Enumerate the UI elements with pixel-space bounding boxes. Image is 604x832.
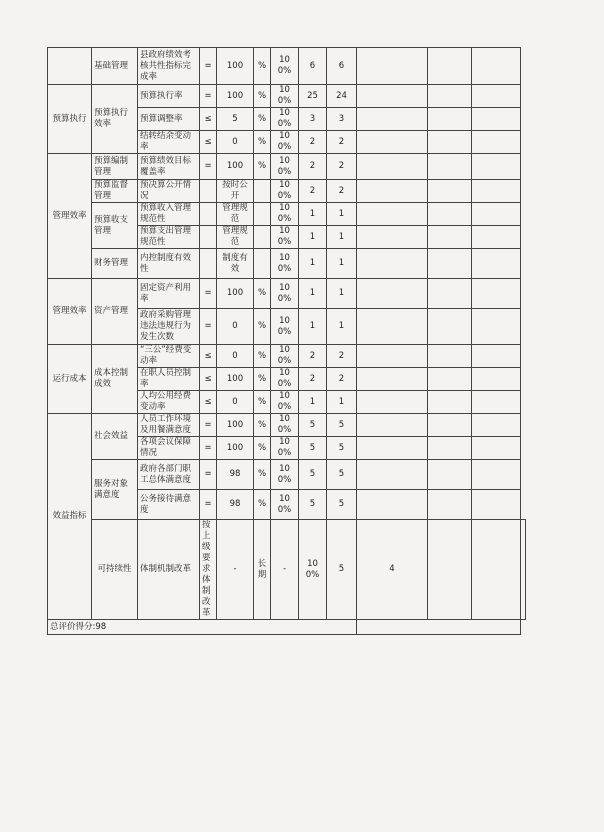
score-cell: 1	[327, 309, 357, 345]
table-row	[48, 460, 526, 490]
indicator-cell: “三公”经费变动率	[138, 345, 200, 368]
weight-cell: 5	[327, 520, 357, 620]
unit-cell: %	[254, 108, 271, 131]
note-cell	[428, 490, 472, 520]
note-cell	[357, 108, 428, 131]
target-value-cell: 0	[217, 345, 254, 368]
indicator-cell: 在职人员控制率	[138, 368, 200, 391]
indicator-cell: 政府各部门职工总体满意度	[138, 460, 200, 490]
level2-indicator-cell: 服务对象满意度	[92, 460, 138, 520]
table-row	[48, 520, 526, 620]
score-cell: 5	[327, 437, 357, 460]
note-cell	[472, 520, 521, 620]
note-cell	[472, 108, 521, 131]
score-cell: 1	[327, 203, 357, 226]
note-cell	[428, 154, 472, 180]
actual-value-cell: 100%	[271, 226, 299, 249]
weight-cell: 1	[299, 391, 327, 414]
level1-indicator-cell: 运行成本	[48, 345, 92, 414]
note-cell	[472, 279, 521, 309]
score-cell: 1	[327, 279, 357, 309]
target-value-cell: 98	[217, 460, 254, 490]
note-cell	[357, 345, 428, 368]
level1-indicator-cell: 可持续性	[92, 520, 138, 620]
table-row	[48, 154, 526, 180]
operator-cell: ≤	[200, 345, 217, 368]
actual-value-cell: 100%	[271, 460, 299, 490]
note-cell	[428, 391, 472, 414]
target-value-cell: 5	[217, 108, 254, 131]
note-cell	[428, 48, 472, 85]
score-cell: 24	[327, 85, 357, 108]
actual-value-cell: 100%	[271, 154, 299, 180]
indicator-cell: 各项会议保障情况	[138, 437, 200, 460]
level2-indicator-cell: 预算监督管理	[92, 180, 138, 203]
operator-cell: =	[200, 279, 217, 309]
note-cell	[472, 368, 521, 391]
note-cell	[357, 414, 428, 437]
operator-cell: =	[200, 490, 217, 520]
target-value-cell: 100	[217, 279, 254, 309]
indicator-cell: 人员工作环境及用餐满意度	[138, 414, 200, 437]
unit-cell: %	[254, 460, 271, 490]
score-cell: 5	[327, 460, 357, 490]
note-cell	[357, 180, 428, 203]
score-cell: 2	[327, 131, 357, 154]
unit-cell	[254, 180, 271, 203]
unit-cell: %	[254, 414, 271, 437]
note-cell	[472, 414, 521, 437]
table-row	[48, 414, 526, 437]
weight-cell: 2	[299, 368, 327, 391]
target-value-cell: 100	[217, 154, 254, 180]
level1-indicator-cell: 管理效率	[48, 154, 92, 279]
note-cell	[428, 249, 472, 279]
operator-cell: =	[200, 85, 217, 108]
indicator-cell: 预算执行率	[138, 85, 200, 108]
actual-value-cell: 100%	[271, 345, 299, 368]
weight-cell: 2	[299, 180, 327, 203]
note-cell	[472, 48, 521, 85]
score-cell: 1	[327, 226, 357, 249]
score-cell: 3	[327, 108, 357, 131]
indicator-cell: 县政府绩效考核共性指标完成率	[138, 48, 200, 85]
operator-cell	[200, 249, 217, 279]
score-cell: 1	[327, 249, 357, 279]
note-cell	[357, 131, 428, 154]
actual-value-cell: 100%	[271, 309, 299, 345]
indicator-cell: 预算收入管理规范性	[138, 203, 200, 226]
note-cell	[357, 490, 428, 520]
target-value-cell: 长期	[254, 520, 271, 620]
unit-cell: %	[254, 391, 271, 414]
unit-cell: %	[254, 490, 271, 520]
score-cell: 6	[327, 48, 357, 85]
actual-value-cell: 100%	[271, 203, 299, 226]
total-score-label: 总评价得分:98	[48, 620, 357, 635]
actual-value-cell: 100%	[299, 520, 327, 620]
actual-value-cell: 100%	[271, 368, 299, 391]
target-value-cell: 100	[217, 85, 254, 108]
note-cell	[357, 48, 428, 85]
indicator-cell: 结转结余变动率	[138, 131, 200, 154]
table-row	[48, 249, 526, 279]
note-cell	[472, 226, 521, 249]
note-cell	[357, 437, 428, 460]
unit-cell: -	[271, 520, 299, 620]
note-cell	[472, 437, 521, 460]
target-value-cell: 管理规范	[217, 203, 254, 226]
weight-cell: 5	[299, 437, 327, 460]
indicator-cell: 固定资产利用率	[138, 279, 200, 309]
level2-indicator-cell: 资产管理	[92, 279, 138, 345]
actual-value-cell: 100%	[271, 414, 299, 437]
level1-indicator-cell	[48, 48, 92, 85]
unit-cell	[254, 226, 271, 249]
target-value-cell: 98	[217, 490, 254, 520]
table-row	[48, 48, 526, 85]
note-cell	[357, 391, 428, 414]
note-cell	[357, 368, 428, 391]
target-value-cell: 0	[217, 391, 254, 414]
operator-cell	[200, 226, 217, 249]
weight-cell: 1	[299, 279, 327, 309]
indicator-cell: 人均公用经费变动率	[138, 391, 200, 414]
note-cell	[428, 131, 472, 154]
note-cell	[428, 279, 472, 309]
operator-cell: =	[200, 437, 217, 460]
weight-cell: 2	[299, 345, 327, 368]
unit-cell: %	[254, 368, 271, 391]
note-cell	[357, 226, 428, 249]
note-cell	[357, 279, 428, 309]
note-cell	[357, 460, 428, 490]
unit-cell: %	[254, 154, 271, 180]
note-cell	[428, 226, 472, 249]
unit-cell: %	[254, 131, 271, 154]
note-cell	[472, 249, 521, 279]
table-row	[48, 85, 526, 108]
unit-cell: %	[254, 48, 271, 85]
weight-cell: 5	[299, 460, 327, 490]
level2-indicator-cell: 基础管理	[92, 48, 138, 85]
note-cell	[472, 391, 521, 414]
level2-indicator-cell: 社会效益	[92, 414, 138, 460]
weight-cell: 5	[299, 414, 327, 437]
operator-cell	[200, 203, 217, 226]
operator-cell: =	[200, 309, 217, 345]
note-cell	[472, 180, 521, 203]
operator-cell: ≤	[200, 368, 217, 391]
target-value-cell: 100	[217, 437, 254, 460]
note-cell	[428, 85, 472, 108]
actual-value-cell: 100%	[271, 108, 299, 131]
actual-value-cell: 100%	[271, 131, 299, 154]
note-cell	[357, 249, 428, 279]
note-cell	[428, 460, 472, 490]
note-cell	[472, 85, 521, 108]
operator-cell: ≤	[200, 108, 217, 131]
note-cell	[472, 203, 521, 226]
score-cell: 2	[327, 368, 357, 391]
note-cell	[472, 154, 521, 180]
note-cell	[472, 460, 521, 490]
unit-cell: %	[254, 279, 271, 309]
weight-cell: 1	[299, 309, 327, 345]
actual-value-cell: 100%	[271, 249, 299, 279]
level1-indicator-cell: 管理效率	[48, 279, 92, 345]
weight-cell: 2	[299, 131, 327, 154]
unit-cell: %	[254, 437, 271, 460]
note-cell	[428, 180, 472, 203]
target-value-cell: 0	[217, 309, 254, 345]
score-cell: 2	[327, 154, 357, 180]
level2-indicator-cell: 预算收支管理	[92, 203, 138, 249]
unit-cell: %	[254, 345, 271, 368]
table-row	[48, 345, 526, 368]
weight-cell: 1	[299, 203, 327, 226]
operator-cell: =	[200, 460, 217, 490]
target-value-cell: 按时公开	[217, 180, 254, 203]
target-value-cell: 100	[217, 48, 254, 85]
indicator-cell: 内控制度有效性	[138, 249, 200, 279]
note-cell	[521, 520, 526, 620]
level1-indicator-cell: 预算执行	[48, 85, 92, 154]
total-score-note	[357, 620, 521, 635]
weight-cell: 1	[299, 249, 327, 279]
unit-cell: %	[254, 309, 271, 345]
unit-cell: %	[254, 85, 271, 108]
target-value-cell: 制度有效	[217, 249, 254, 279]
weight-cell: 5	[299, 490, 327, 520]
unit-cell	[254, 249, 271, 279]
note-cell	[472, 345, 521, 368]
level2-indicator-cell: 体制机制改革	[138, 520, 200, 620]
target-value-cell: 0	[217, 131, 254, 154]
note-cell	[472, 131, 521, 154]
operator-cell: ≤	[200, 131, 217, 154]
operator-cell: =	[200, 48, 217, 85]
table-row	[48, 203, 526, 226]
actual-value-cell: 100%	[271, 391, 299, 414]
indicator-cell: 政府采购管理违法违规行为发生次数	[138, 309, 200, 345]
weight-cell: 2	[299, 154, 327, 180]
note-cell	[428, 203, 472, 226]
note-cell	[472, 309, 521, 345]
weight-cell: 25	[299, 85, 327, 108]
level2-indicator-cell: 成本控制成效	[92, 345, 138, 414]
total-score-row	[48, 620, 526, 635]
score-cell: 5	[327, 490, 357, 520]
note-cell	[357, 309, 428, 345]
target-value-cell: 管理规范	[217, 226, 254, 249]
note-cell	[428, 309, 472, 345]
note-cell	[472, 490, 521, 520]
table-row	[48, 279, 526, 309]
operator-cell: =	[200, 414, 217, 437]
indicator-cell: 预决算公开情况	[138, 180, 200, 203]
indicator-cell: 预算支出管理规范性	[138, 226, 200, 249]
score-cell: 4	[357, 520, 428, 620]
score-cell: 1	[327, 391, 357, 414]
operator-cell: =	[200, 154, 217, 180]
actual-value-cell: 100%	[271, 279, 299, 309]
level2-indicator-cell: 预算执行效率	[92, 85, 138, 154]
note-cell	[428, 108, 472, 131]
level2-indicator-cell: 财务管理	[92, 249, 138, 279]
level2-indicator-cell: 预算编制管理	[92, 154, 138, 180]
note-cell	[428, 437, 472, 460]
target-value-cell: 100	[217, 414, 254, 437]
score-cell: 2	[327, 345, 357, 368]
note-cell	[428, 345, 472, 368]
note-cell	[357, 203, 428, 226]
target-value-cell: 100	[217, 368, 254, 391]
indicator-cell: 预算调整率	[138, 108, 200, 131]
operator-cell	[200, 180, 217, 203]
note-cell	[428, 368, 472, 391]
score-cell: 5	[327, 414, 357, 437]
actual-value-cell: 100%	[271, 437, 299, 460]
weight-cell: 3	[299, 108, 327, 131]
indicator-cell: 预算绩效目标覆盖率	[138, 154, 200, 180]
note-cell	[428, 520, 472, 620]
level1-indicator-cell: 效益指标	[48, 414, 92, 620]
note-cell	[428, 414, 472, 437]
actual-value-cell: 100%	[271, 48, 299, 85]
unit-cell	[254, 203, 271, 226]
weight-cell: 1	[299, 226, 327, 249]
actual-value-cell: 100%	[271, 180, 299, 203]
performance-evaluation-table	[47, 47, 526, 635]
note-cell	[357, 85, 428, 108]
indicator-cell: 公务接待满意度	[138, 490, 200, 520]
table-row	[48, 180, 526, 203]
operator-cell: ≤	[200, 391, 217, 414]
actual-value-cell: 100%	[271, 85, 299, 108]
operator-cell: -	[217, 520, 254, 620]
note-cell	[357, 154, 428, 180]
weight-cell: 6	[299, 48, 327, 85]
actual-value-cell: 100%	[271, 490, 299, 520]
score-cell: 2	[327, 180, 357, 203]
indicator-cell: 按上级要求体制改革	[200, 520, 217, 620]
